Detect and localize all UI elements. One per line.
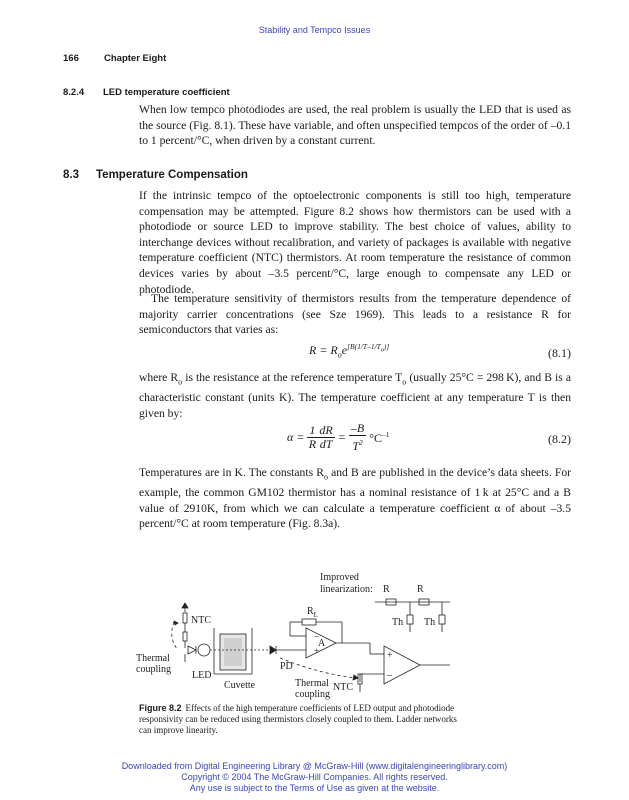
- paragraph-compensation-3: where $R_o$ is the resistance at the reference temperature $T_o$ (usually 25°C = 298 K), and B is a characteristic constant (units K). The temperature coefficient at any temperature T is then given by:: [139, 371, 571, 420]
- footer-line-3: Any use is subject to the Terms of Use as given at the website.: [189, 783, 440, 793]
- equation-number: (8.1): [548, 346, 571, 360]
- section-title: Temperature Compensation: [96, 169, 248, 181]
- label-linearization: linearization:: [320, 584, 373, 595]
- label-rl: $R_L$: [307, 606, 318, 619]
- thermistor-ntc-top: [183, 613, 187, 623]
- label-th2: Th: [424, 617, 436, 628]
- section-number: 8.3: [63, 169, 79, 181]
- section-heading-8-3: [63, 169, 248, 181]
- equation-8-1: [139, 342, 571, 372]
- equation-8-2: [139, 422, 571, 462]
- led-lens: [198, 644, 210, 656]
- section-heading-8-2-4: [63, 87, 230, 98]
- thermistor-th1: [407, 615, 413, 624]
- label-thermal-bottom-1: Thermal: [295, 678, 329, 689]
- label-thermal-left-1: Thermal: [136, 653, 170, 664]
- figure-caption: [139, 703, 459, 736]
- paragraph-led-tempco: When low tempco photodiodes are used, the real problem is usually the LED that is used as the source (Fig. 8.1). These have variable, and often unspecified tempcos of the order of –0.1 to 1 percent/°C, when driven by a constant current.: [139, 103, 571, 148]
- cuvette-liquid: [224, 638, 242, 666]
- resistor-led: [183, 632, 187, 641]
- amp2-plus: +: [387, 650, 393, 661]
- label-th1: Th: [392, 617, 404, 628]
- equation-number: (8.2): [548, 432, 571, 446]
- section-number: 8.2.4: [63, 87, 85, 98]
- circuit-diagram: [130, 570, 480, 700]
- paragraph-compensation-2: The temperature sensitivity of thermistors results from the temperature dependence of majority carrier concentrations (see Sze 1969). This leads to a resistance R for semiconductors that varies as:: [139, 292, 571, 337]
- section-title: LED temperature coefficient: [103, 87, 230, 98]
- label-r1: R: [383, 584, 390, 595]
- thermal-arrow-left: [174, 621, 178, 625]
- label-led: LED: [192, 670, 212, 681]
- amp2-minus: –: [387, 670, 392, 681]
- equation-body: $R = R_oe[B(1/T-1/To)]$: [309, 342, 390, 360]
- figure-label: Figure 8.2: [139, 703, 182, 713]
- footer-line-1[interactable]: Downloaded from Digital Engineering Library @ McGraw-Hill (www.digitalengineeringlibrary.com): [121, 761, 508, 771]
- amp-a-plus: +: [314, 646, 320, 656]
- label-improved: Improved: [320, 572, 359, 583]
- supply-arrow: [182, 603, 188, 608]
- equation-body: α = $\frac{1}{R}$ $\frac{dR}{dT}$ = $\frac{-B}{T^2}$ $^\circ C^{-1}$: [287, 421, 390, 453]
- amp-a-minus: –: [314, 631, 319, 641]
- label-r2: R: [417, 584, 424, 595]
- resistor-rl: [302, 619, 316, 625]
- photodiode-symbol: [270, 646, 276, 654]
- page-number: 166: [63, 53, 79, 64]
- label-pd: PD: [280, 661, 293, 672]
- chapter-title: Chapter Eight: [104, 53, 167, 64]
- label-cuvette: Cuvette: [224, 680, 256, 691]
- led-symbol: [188, 646, 196, 654]
- thermal-arrow-bottom: [353, 675, 358, 680]
- caption-text: Effects of the high temperature coefficients of LED output and photodiode responsivity can be reduced using thermistors closely coupled to them. Ladder networks can improve linearity.: [139, 703, 457, 735]
- paragraph-compensation-1: If the intrinsic tempco of the optoelectronic components is still too high, temperature compensation may be attempted. Figure 8.2 shows how thermistors can be used with a photodiode or source LED to improve stability. The best choice of values, ability to interchange devices without recalibration, and variety of packages is available with negative temperature coefficient (NTC) thermistors. At room temperature the resistance of common devices varies by about –3.5 percent/°C, large enough to compensate any LED or photodiode.: [139, 189, 571, 296]
- label-ntc-bottom: NTC: [333, 682, 353, 693]
- label-thermal-left-2: coupling: [136, 664, 171, 675]
- label-thermal-bottom-2: coupling: [295, 689, 330, 700]
- label-amp-a: A: [318, 638, 326, 649]
- footer-line-2: Copyright © 2004 The McGraw-Hill Companies. All rights reserved.: [181, 772, 448, 782]
- paragraph-compensation-4: Temperatures are in K. The constants $R_o$ and B are published in the device’s data sheets. For example, the common GM102 thermistor has a nominal resistance of 1 k at 25°C and a B value of 2910K, from which we can calculate a temperature coefficient α of about –3.5 percent/°C at room temperature (Fig. 8.3a).: [139, 466, 571, 531]
- running-head: Stability and Tempco Issues: [258, 25, 371, 35]
- thermal-coupling-left: [172, 622, 178, 650]
- thermistor-th2: [439, 615, 445, 624]
- footer: [0, 761, 629, 794]
- label-ntc-top: NTC: [191, 615, 211, 626]
